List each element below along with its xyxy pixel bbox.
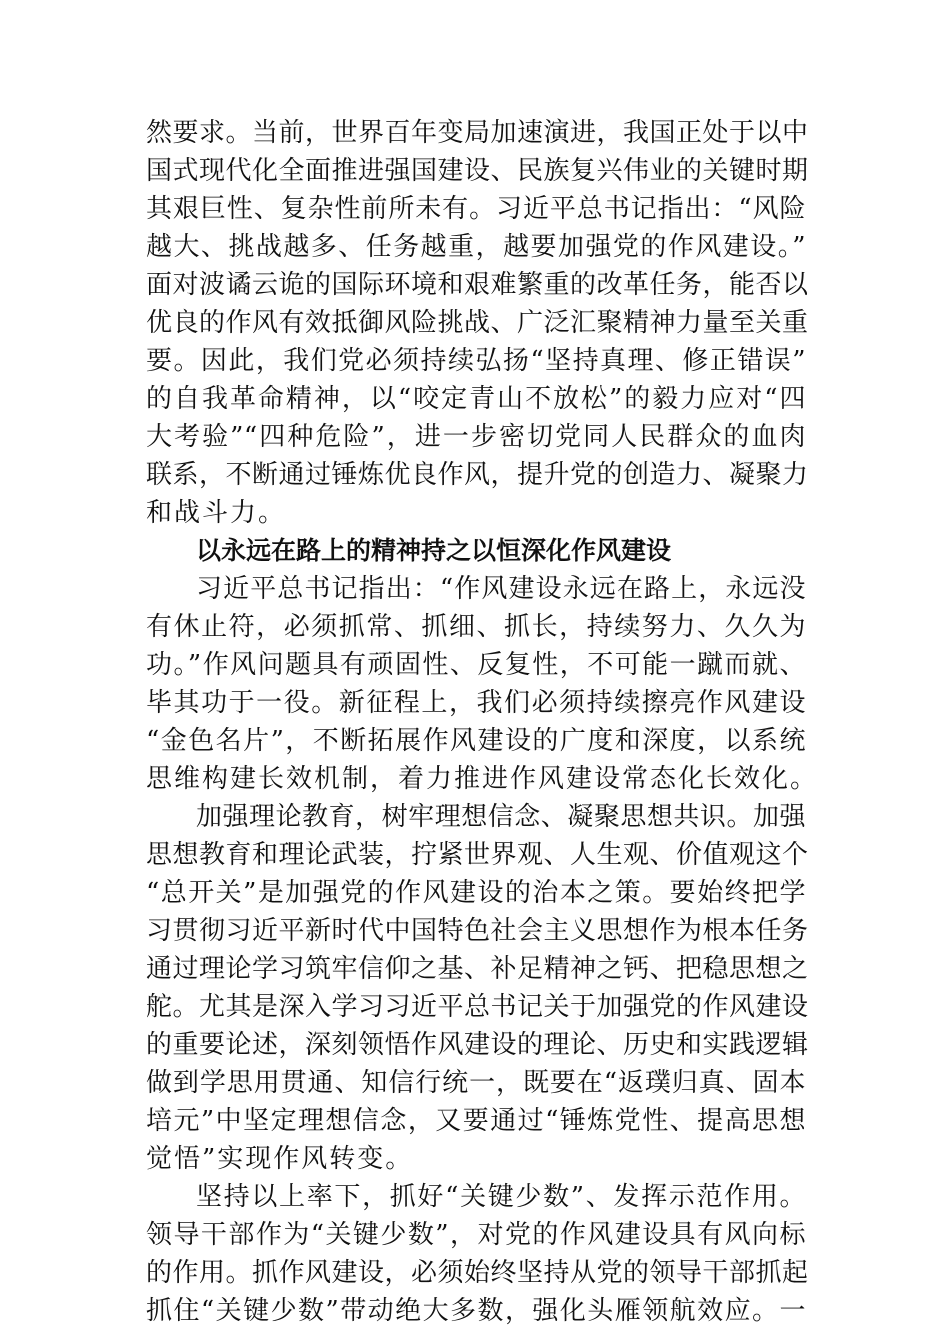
para2-line-3: 功。”作风问题具有顽固性、反复性，不可能一蹴而就、 [146,650,806,680]
para1-line-4: 越大、挑战越多、任务越重，越要加强党的作风建设。” [146,232,806,262]
para1-line-11: 和战斗力。 [146,498,287,528]
para3-line-3: “总开关”是加强党的作风建设的治本之策。要始终把学 [146,878,806,908]
para4-line-2: 领导干部作为“关键少数”，对党的作风建设具有风向标 [146,1220,806,1250]
para3-line-10: 觉悟”实现作风转变。 [146,1144,414,1174]
para4-line-1: 坚持以上率下，抓好“关键少数”、发挥示范作用。 [196,1182,806,1212]
para3-line-2: 思想教育和理论武装，拧紧世界观、人生观、价值观这个 [146,840,809,870]
section-heading: 以永远在路上的精神持之以恒深化作风建设 [196,536,672,565]
para2-line-5: “金色名片”，不断拓展作风建设的广度和深度，以系统 [146,726,806,756]
para1-line-5: 面对波谲云诡的国际环境和艰难繁重的改革任务，能否以 [146,270,809,300]
para1-line-3: 其艰巨性、复杂性前所未有。习近平总书记指出：“风险 [146,194,806,224]
para1-line-1: 然要求。当前，世界百年变局加速演进，我国正处于以中 [146,118,809,148]
para2-line-1: 习近平总书记指出：“作风建设永远在路上，永远没 [196,574,806,604]
para2-line-2: 有休止符，必须抓常、抓细、抓长，持续努力、久久为 [146,612,806,642]
para4-line-4: 抓住“关键少数”带动绝大多数，强化头雁领航效应。一 [146,1296,806,1326]
para4-line-3: 的作用。抓作风建设，必须始终坚持从党的领导干部抓起 [146,1258,809,1288]
para1-line-9: 大考验”“四种危险”，进一步密切党同人民群众的血肉 [146,422,806,452]
para3-line-5: 通过理论学习筑牢信仰之基、补足精神之钙、把稳思想之 [146,954,809,984]
para1-line-10: 联系，不断通过锤炼优良作风，提升党的创造力、凝聚力 [146,460,809,490]
para2-line-6: 思维构建长效机制，着力推进作风建设常态化长效化。 [146,764,819,794]
para3-line-9: 培元”中坚定理想信念，又要通过“锤炼党性、提高思想 [146,1106,806,1136]
para1-line-8: 的自我革命精神，以“咬定青山不放松”的毅力应对“四 [146,384,806,414]
para3-line-7: 的重要论述，深刻领悟作风建设的理论、历史和实践逻辑 [146,1030,809,1060]
para3-line-8: 做到学思用贯通、知信行统一，既要在“返璞归真、固本 [146,1068,806,1098]
para1-line-2: 国式现代化全面推进强国建设、民族复兴伟业的关键时期 [146,156,809,186]
para2-line-4: 毕其功于一役。新征程上，我们必须持续擦亮作风建设 [146,688,806,718]
para1-line-6: 优良的作风有效抵御风险挑战、广泛汇聚精神力量至关重 [146,308,809,338]
para3-line-4: 习贯彻习近平新时代中国特色社会主义思想作为根本任务 [146,916,809,946]
para3-line-6: 舵。尤其是深入学习习近平总书记关于加强党的作风建设 [146,992,809,1022]
para1-line-7: 要。因此，我们党必须持续弘扬“坚持真理、修正错误” [146,346,806,376]
para3-line-1: 加强理论教育，树牢理想信念、凝聚思想共识。加强 [196,802,806,832]
